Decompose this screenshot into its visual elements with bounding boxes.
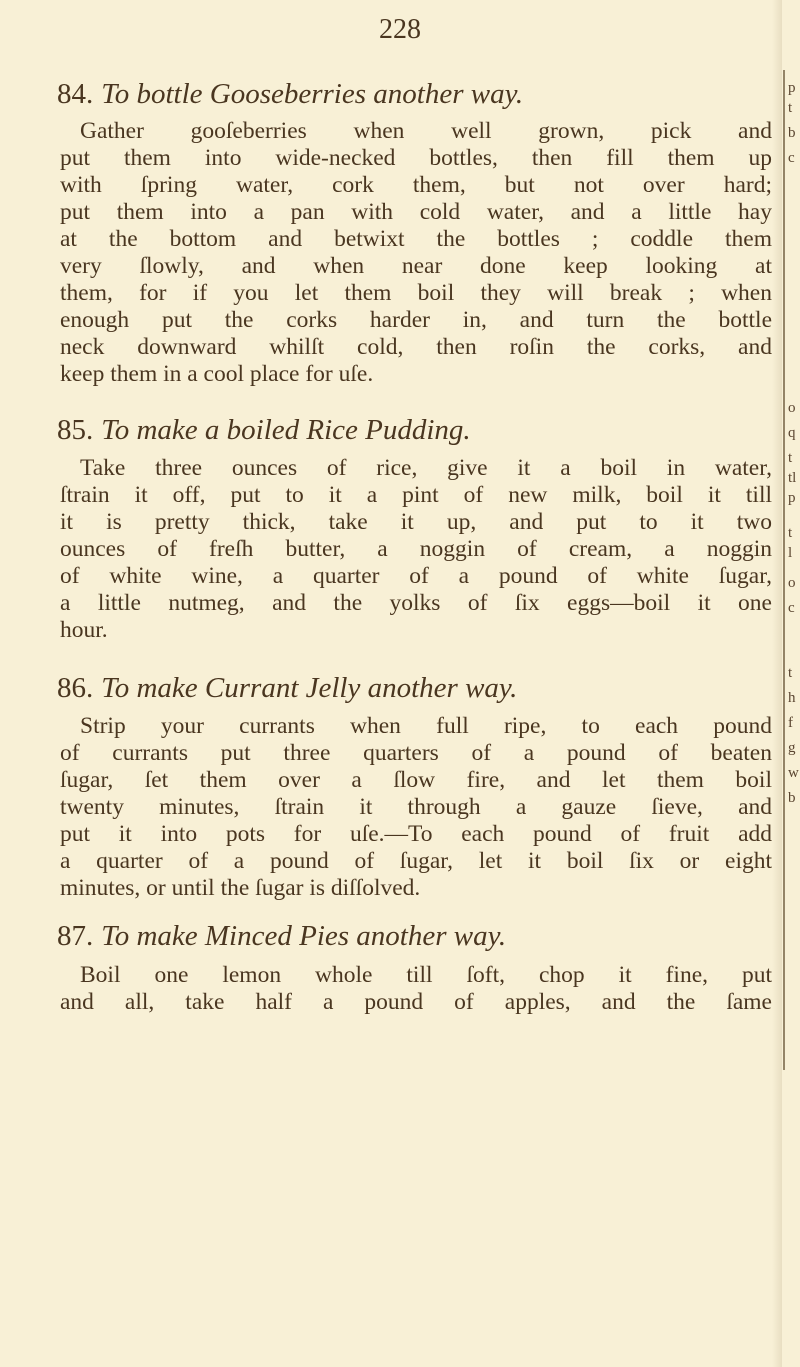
margin-fragment: h [788,690,796,706]
recipe-number: 85. [57,414,94,446]
recipe-title: To make Minced Pies another way. [101,920,507,952]
text-line: a quarter of a pound of ſugar, let it boil ſix or eight [60,848,772,874]
text-line: very ſlowly, and when near done keep looking at [60,253,772,279]
recipe-number: 84. [57,78,94,110]
recipe-heading [57,414,471,447]
text-line: minutes, or until the ſugar is diſſolved. [60,875,421,901]
margin-fragment: o [788,400,796,416]
text-line: Take three ounces of rice, give it a boil in water, [80,455,772,481]
margin-fragment: c [788,600,795,616]
recipe-title: To make Currant Jelly another way. [101,672,518,704]
recipe-heading [57,672,517,705]
text-line: Strip your currants when full ripe, to each pound [80,713,772,739]
margin-fragment: p [788,80,796,96]
recipe-heading [57,78,523,111]
text-line: of currants put three quarters of a pound of beaten [60,740,772,766]
margin-fragment: c [788,150,795,166]
margin-fragment: g [788,740,796,756]
margin-fragment: l [788,545,793,561]
text-line: hour. [60,617,108,643]
margin-fragment: o [788,575,796,591]
text-line: twenty minutes, ſtrain it through a gauze ſieve, and [60,794,772,820]
text-line: and all, take half a pound of apples, and the ſame [60,989,772,1015]
margin-fragment: t [788,525,793,541]
page-number: 228 [379,14,421,45]
recipe-title: To make a boiled Rice Pudding. [101,414,471,446]
text-line: ſtrain it off, put to it a pint of new milk, boil it till [60,482,772,508]
margin-fragment: w [788,765,799,781]
text-line: put them into a pan with cold water, and a little hay [60,199,772,225]
text-line: with ſpring water, cork them, but not over hard; [60,172,772,198]
recipe-number: 86. [57,672,94,704]
text-line: at the bottom and betwixt the bottles ; coddle them [60,226,772,252]
margin-fragment: b [788,125,796,141]
page-gutter-shadow [772,0,782,1367]
text-line: it is pretty thick, take it up, and put to it two [60,509,772,535]
margin-fragment: b [788,790,796,806]
gutter-line [783,70,785,1070]
text-line: them, for if you let them boil they will break ; when [60,280,772,306]
margin-fragment: p [788,490,796,506]
text-line: Gather gooſeberries when well grown, pick and [80,118,772,144]
recipe-number: 87. [57,920,94,952]
recipe-heading [57,920,506,953]
text-line: a little nutmeg, and the yolks of ſix eggs—boil it one [60,590,772,616]
margin-fragment: tl [788,470,797,486]
text-line: ſugar, ſet them over a ſlow fire, and let them boil [60,767,772,793]
text-line: ounces of freſh butter, a noggin of cream, a noggin [60,536,772,562]
margin-fragment: q [788,425,796,441]
text-line: enough put the corks harder in, and turn the bottle [60,307,772,333]
text-line: put them into wide-necked bottles, then fill them up [60,145,772,171]
margin-fragment: t [788,100,793,116]
margin-fragment: f [788,715,793,731]
recipe-title: To bottle Gooseberries another way. [101,78,524,110]
margin-fragment: t [788,450,793,466]
text-line: Boil one lemon whole till ſoft, chop it fine, put [80,962,772,988]
text-line: put it into pots for uſe.—To each pound of fruit add [60,821,772,847]
text-line: keep them in a cool place for uſe. [60,361,374,387]
text-line: of white wine, a quarter of a pound of white ſugar, [60,563,772,589]
text-line: neck downward whilſt cold, then roſin the corks, and [60,334,772,360]
margin-fragment: t [788,665,793,681]
